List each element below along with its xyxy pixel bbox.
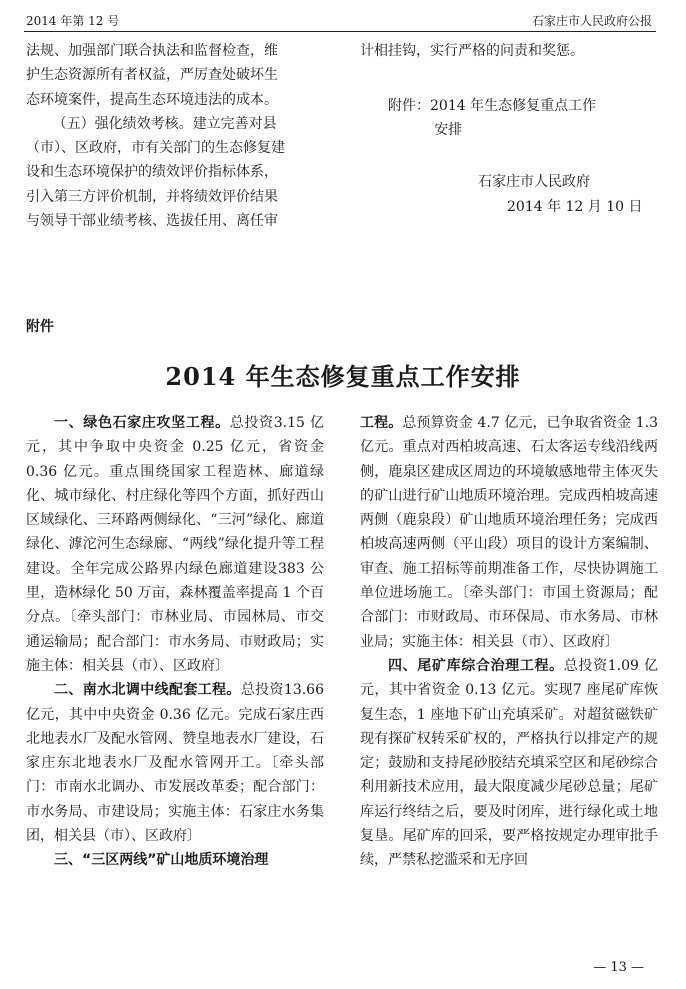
page-number: — 13 — — [593, 960, 644, 975]
section-heading-cont: 工程。 — [360, 415, 403, 431]
top-right-column — [360, 39, 656, 63]
header-rule — [24, 31, 656, 32]
section-1-paragraph — [26, 411, 324, 678]
document-title: 2014 年生态修复重点工作安排 — [165, 362, 521, 391]
section-heading: 一、绿色石家庄攻坚工程。 — [54, 415, 230, 431]
section-heading: 二、南水北调中线配套工程。 — [54, 682, 241, 699]
section-body: 总投资3.15 亿元，其中争取中央资金 0.25 亿元，省资金 0.36 亿元。重点围绕国家工程造林、廊道绿化、城市绿化、村庄绿化等四个方面，抓好西山区域绿化、三环路两侧绿化、“三河”绿化、廊道绿化、滹沱河生态绿廊、“两线”绿化提升等工程建设。全年完成公路界内绿色廊道建设383 公里，造林绿化 50 万亩，森林覆盖率提高 1 个百分点。〔牵头部门：市林业局、市园林局、市交通运输局；配合部门：市水务局、市财政局；实施主体：相关县（市）、区政府〕 — [26, 415, 324, 674]
signature-org: 石家庄市人民政府 — [478, 174, 590, 190]
section-heading: 四、尾矿库综合治理工程。 — [388, 657, 564, 674]
attachment-reference-line: 安排 — [434, 122, 463, 138]
text-line: 设和生态环境保护的绩效评价指标体系， — [26, 164, 278, 181]
text-line: 法规、加强部门联合执法和监督检查，维 — [26, 43, 278, 59]
section-body: 总投资1.09 亿元，其中省资金 0.13 亿元。实现7 座尾矿库恢复生态，1 座地下矿山充填采矿。对超贫磁铁矿现有探矿权转采矿权的，严格执行以排定产的规定；鼓励和支持尾砂胶结充填采空区和尾砂综合利用新技术应用，最大限度减少尾砂总量；尾矿库运行终结之后，要及时闭库，进行绿化或土地复垦。尾矿库的回采，要严格按规定办理审批手续，严禁私挖滥采和无序回 — [360, 657, 658, 869]
text-line: 态环境案件，提高生态环境违法的成本。 — [26, 91, 278, 108]
top-left-paragraph — [26, 39, 322, 233]
section-heading: 三、“三区两线”矿山地质环境治理 — [54, 852, 269, 869]
top-right-paragraph: 计相挂钩，实行严格的问责和奖惩。 — [360, 43, 584, 59]
attachment-reference — [388, 94, 596, 142]
section-3-heading-line — [26, 848, 324, 872]
section-2-paragraph — [26, 678, 324, 848]
issue-number: 2014 年第 12 号 — [26, 14, 120, 28]
attachment-label: 附件 — [26, 319, 54, 335]
bottom-left-column — [26, 411, 324, 873]
text-line: 与领导干部业绩考核、选拔任用、离任审 — [26, 213, 278, 230]
bottom-right-column — [360, 411, 658, 873]
attachment-reference-line: 附件：2014 年生态修复重点工作 — [388, 98, 597, 114]
section-body: 总投资13.66 亿元，其中中央资金 0.36 亿元。完成石家庄西北地表水厂及配水管网、赞皇地表水厂建设，石家庄东北地表水厂及配水管网开工。〔牵头部门：市南水北调办、市发展改革委；配合部门：市水务局、市建设局；实施主体：石家庄水务集团，相关县（市）、区政府〕 — [26, 682, 324, 845]
text-line: 引入第三方评价机制，并将绩效评价结果 — [26, 188, 278, 205]
publication-name: 石家庄市人民政府公报 — [531, 14, 652, 28]
text-line: 护生态资源所有者权益，严厉查处破坏生 — [26, 67, 278, 84]
top-left-column — [26, 39, 322, 233]
section-body: 总预算资金 4.7 亿元，已争取省资金 1.3 亿元。重点对西柏坡高速、石太客运专线沿线两侧，鹿泉区建成区周边的环境敏感地带主体灭失的矿山进行矿山地质环境治理。完成西柏坡高速两侧（鹿泉段）矿山地质环境治理任务；完成西柏坡高速两侧（平山段）项目的设计方案编制、审查、施工招标等前期准备工作，尽快协调施工单位进场施工。〔牵头部门：市国土资源局；配合部门：市财政局、市环保局、市水务局、市林业局；实施主体：相关县（市）、区政府〕 — [360, 415, 659, 650]
section-3-paragraph — [360, 411, 658, 654]
text-line: （五）强化绩效考核。建立完善对县 — [52, 115, 277, 132]
text-line: （市）、区政府，市有关部门的生态修复建 — [26, 140, 285, 157]
section-4-paragraph — [360, 654, 658, 873]
signature-date: 2014 年 12 月 10 日 — [507, 199, 643, 215]
